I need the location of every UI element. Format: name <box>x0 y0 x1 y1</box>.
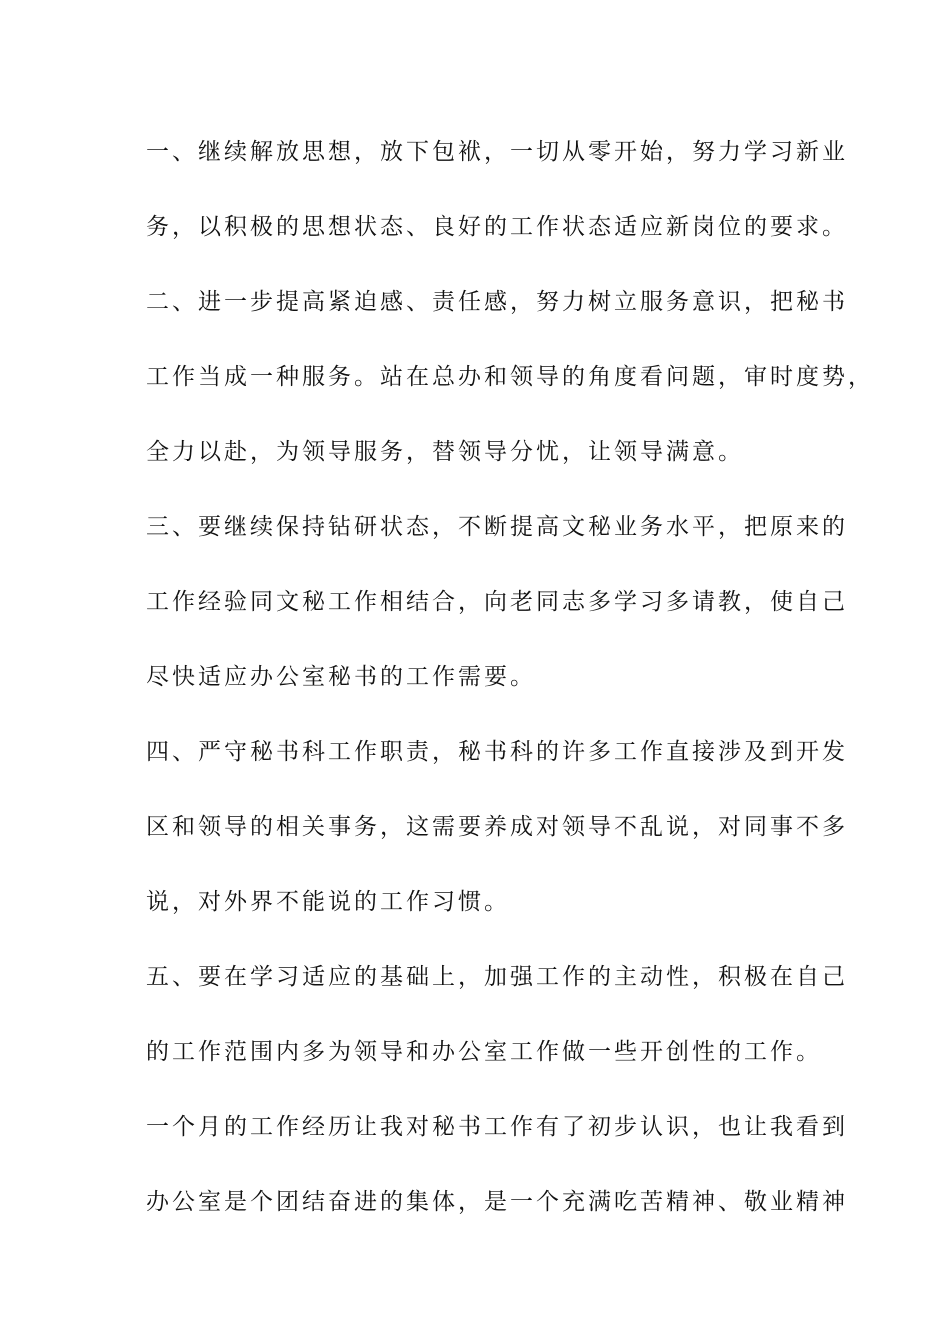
text-line: 工作当成一种服务。站在总办和领导的角度看问题，审时度势， <box>146 364 874 390</box>
text-line: 的工作范围内多为领导和办公室工作做一些开创性的工作。 <box>146 1039 822 1065</box>
text-line: 说，对外界不能说的工作习惯。 <box>146 889 510 915</box>
text-line: 三、要继续保持钻研状态，不断提高文秘业务水平，把原来的 <box>146 514 848 540</box>
text-line: 全力以赴，为领导服务，替领导分忧，让领导满意。 <box>146 439 744 465</box>
text-line: 四、严守秘书科工作职责，秘书科的许多工作直接涉及到开发 <box>146 739 848 765</box>
document-body <box>146 128 874 1253</box>
text-line: 一、继续解放思想，放下包袱，一切从零开始，努力学习新业 <box>146 139 848 165</box>
text-line: 尽快适应办公室秘书的工作需要。 <box>146 664 536 690</box>
text-line: 办公室是个团结奋进的集体，是一个充满吃苦精神、敬业精神 <box>146 1189 848 1215</box>
text-line: 一个月的工作经历让我对秘书工作有了初步认识，也让我看到 <box>146 1114 848 1140</box>
text-line: 工作经验同文秘工作相结合，向老同志多学习多请教，使自己 <box>146 589 848 615</box>
text-line: 二、进一步提高紧迫感、责任感，努力树立服务意识，把秘书 <box>146 289 848 315</box>
text-line: 务，以积极的思想状态、良好的工作状态适应新岗位的要求。 <box>146 214 848 240</box>
text-line: 区和领导的相关事务，这需要养成对领导不乱说，对同事不多 <box>146 814 848 840</box>
text-line: 五、要在学习适应的基础上，加强工作的主动性，积极在自己 <box>146 964 848 990</box>
